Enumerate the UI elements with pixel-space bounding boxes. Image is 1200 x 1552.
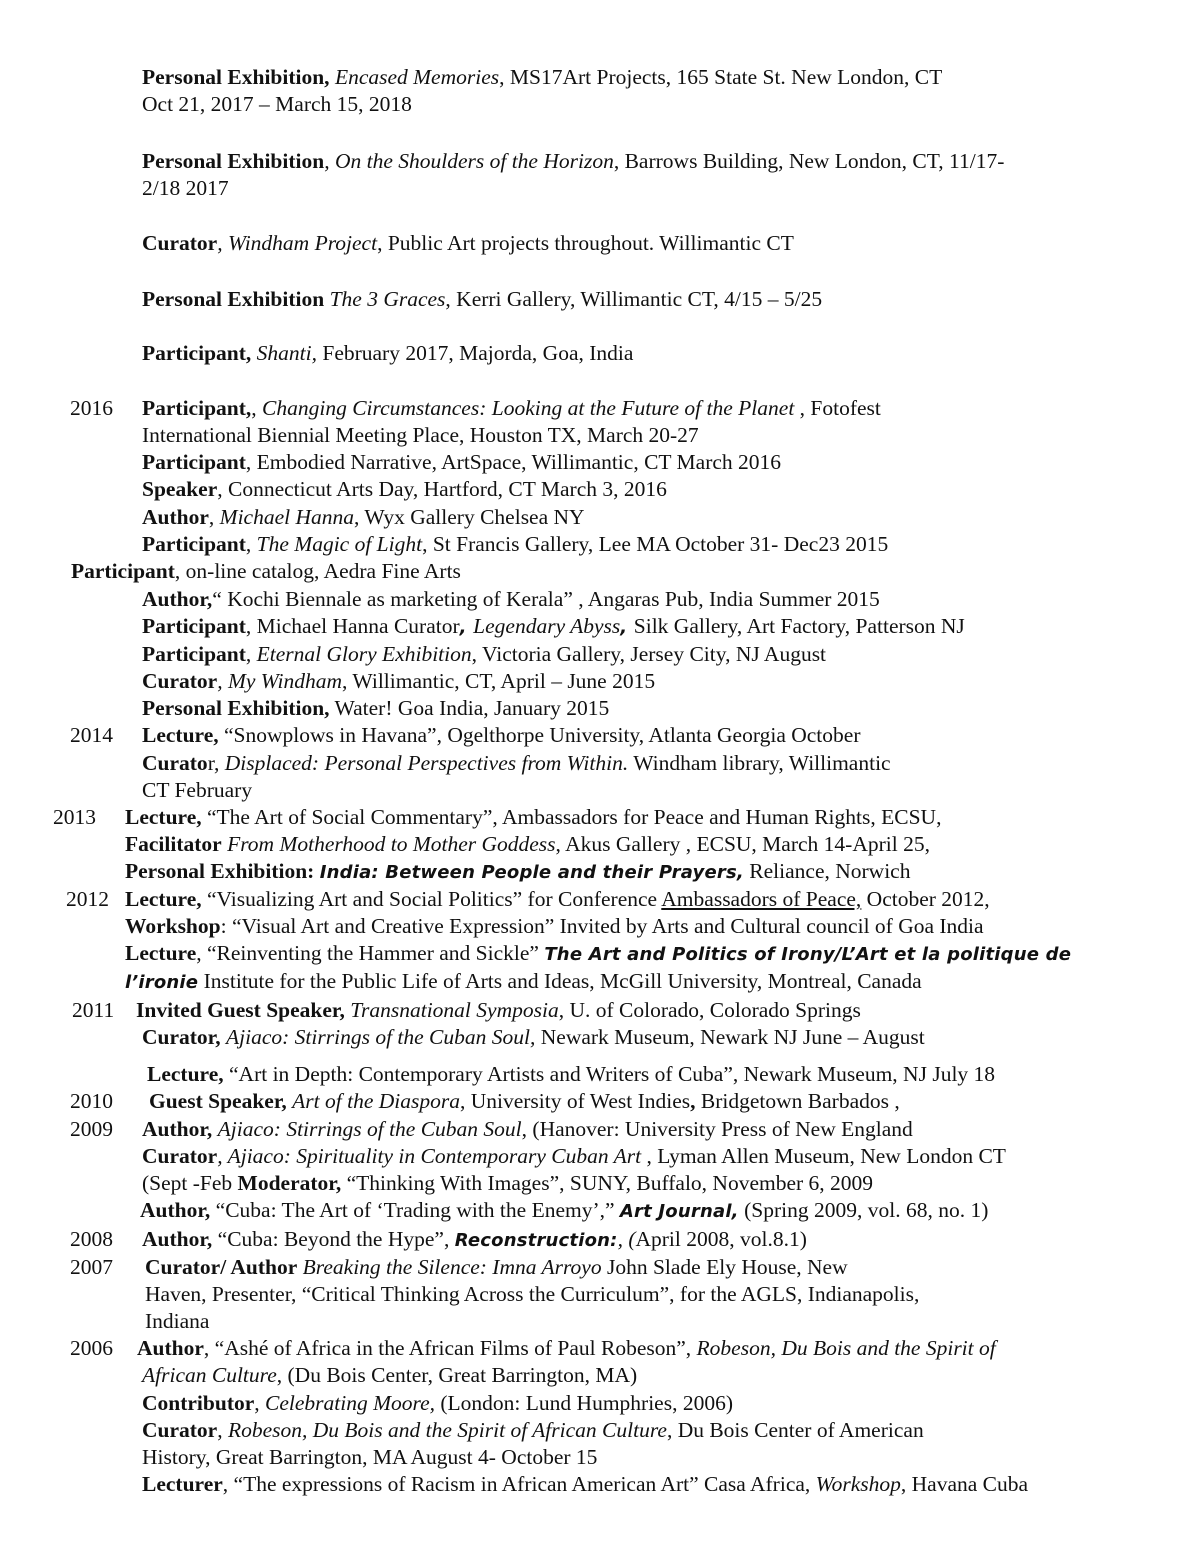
year-label: 2011 [72,998,115,1022]
cv-entry-line [136,997,861,1024]
entry-text: October 2012, [861,887,990,911]
entry-text: Newark Museum, Newark NJ June – August [535,1025,925,1049]
cv-entry-line [142,1444,597,1471]
entry-text: “Snowplows in Havana”, Ogelthorpe University, Atlanta Georgia October [218,723,861,747]
year-label: 2009 [70,1117,113,1141]
entry-role: Author [137,1336,204,1360]
year-label: 2010 [70,1089,113,1113]
entry-text: April 2008, vol.8.1) [635,1227,807,1251]
entry-role: Participant, [142,396,252,420]
cv-entry-line [142,531,888,558]
entry-role: Speaker [142,477,218,501]
cv-entry-line [71,558,461,585]
year-label: 2006 [70,1336,113,1360]
entry-role: Personal Exhibition, [142,696,330,720]
cv-entry-line [142,230,794,257]
cv-entry-line [142,1143,1006,1170]
entry-title: Robeson, Du Bois and the Spirit of [696,1336,996,1360]
entry-role: Lecture, [125,887,202,911]
entry-display-title: l’ironie [125,972,199,993]
entry-title: From Motherhood to Mother Goddess [227,832,556,856]
entry-text: , U. of Colorado, Colorado Springs [558,998,861,1022]
cv-entry-line [142,91,412,118]
entry-role: Lecture, [147,1062,224,1086]
cv-entry-line [142,1116,913,1143]
entry-title: Transnational Symposia [350,998,559,1022]
entry-title: The Magic of Light [256,532,423,556]
entry-role: Author, [140,1198,211,1222]
entry-text: , [254,1391,266,1415]
entry-role: Participant [142,450,246,474]
cv-entry-line [142,777,252,804]
entry-display-title: Reconstruction: [454,1230,618,1251]
entry-underlined: Ambassadors of Peace, [661,887,862,911]
entry-role: Participant [142,532,246,556]
cv-entry-line [142,286,822,313]
entry-text: International Biennial Meeting Place, Houston TX, March 20-27 [142,423,699,447]
entry-text: , [251,396,263,420]
entry-text: , Lyman Allen Museum, New London CT [641,1144,1006,1168]
entry-role: Workshop [125,914,221,938]
entry-text: Water! Goa India, January 2015 [329,696,610,720]
entry-text: “Visualizing Art and Social Politics” for Conference [201,887,662,911]
cv-entry-line [142,1390,733,1417]
entry-text: , “Ashé of Africa in the African Films of Paul Robeson”, [203,1336,697,1360]
cv-entry-line [142,64,942,91]
entry-title: Eternal Glory Exhibition [256,642,472,666]
entry-role: Participant, [142,341,252,365]
entry-text: , (Hanover: University Press of New England [521,1117,913,1141]
cv-entry-line [142,476,667,503]
entry-role: Lecture, [142,723,219,747]
entry-role: Curato [142,751,208,775]
entry-text: “Cuba: Beyond the Hype”, [212,1227,455,1251]
entry-role: Curator, [142,1025,221,1049]
entry-text: “Cuba: The Art of ‘Trading with the Enemy’,” [210,1198,620,1222]
entry-title: , ( [617,1227,636,1251]
entry-title: Workshop [815,1472,901,1496]
entry-role: Participant [142,614,246,638]
cv-entry-line [142,668,655,695]
cv-entry-line [142,504,585,531]
entry-text: , [245,532,257,556]
entry-text: , Kerri Gallery, Willimantic CT, 4/15 – 5/25 [445,287,823,311]
cv-entry-line [142,175,229,202]
year-label: 2012 [66,887,109,911]
year-label: 2013 [53,805,96,829]
entry-role: Invited Guest Speaker, [136,998,345,1022]
entry-text: Bridgetown Barbados , [695,1089,900,1113]
entry-text: 2/18 2017 [142,176,229,200]
entry-role: Participant [142,642,246,666]
cv-entry-line [125,831,930,858]
entry-title: Ajiaco: Stirrings of the Cuban Soul, [226,1025,536,1049]
entry-text: , on-line catalog, Aedra Fine Arts [174,559,461,583]
entry-role: Moderator, [237,1171,342,1195]
cv-entry-line [142,422,699,449]
entry-display-title: Art Journal, [619,1201,739,1222]
entry-text: February 2017, Majorda, Goa, India [316,341,634,365]
entry-role: Lecturer [142,1472,223,1496]
year-label: 2008 [70,1227,113,1251]
entry-role: Author, [142,1227,213,1251]
entry-text: , Willimantic, CT, April – June 2015 [342,669,656,693]
entry-text: , Victoria Gallery, Jersey City, NJ August [471,642,827,666]
year-label: 2016 [70,396,113,420]
entry-role: Lecture [125,941,197,965]
cv-entry-line [142,1362,637,1389]
entry-title: Displaced: Personal Perspectives from Within. [224,751,629,775]
entry-role: Author [142,505,209,529]
entry-text: , (Du Bois Center, Great Barrington, MA) [276,1363,638,1387]
entry-display-title: The Art and Politics of Irony/L’Art et la politique de [544,944,1072,965]
entry-role: Curator [142,1418,218,1442]
cv-entry-line [125,940,1071,968]
entry-text: “Art in Depth: Contemporary Artists and Writers of Cuba”, Newark Museum, NJ July 18 [223,1062,996,1086]
cv-entry-line [142,586,880,613]
entry-role: Author, [142,587,213,611]
entry-text: , Fotofest [794,396,881,420]
entry-text: , University of West Indies [459,1089,691,1113]
entry-role: Lecture, [125,805,202,829]
cv-entry-line [125,913,984,940]
entry-role: Personal Exhibition [142,149,325,173]
entry-role: Author, [142,1117,213,1141]
entry-title: Legendary Abyss [473,614,621,638]
entry-title: , Windham Project [217,231,378,255]
entry-role: Curator/ Author [145,1255,298,1279]
entry-text: , Barrows Building, New London, CT, 11/17- [613,149,1005,173]
cv-entry-line [145,1254,848,1281]
year-label: 2014 [70,723,113,747]
entry-role: Guest Speaker, [149,1089,287,1113]
entry-title: Celebrating Moore, [265,1391,436,1415]
cv-entry-line [142,395,881,422]
cv-entry-line [142,1226,807,1254]
entry-text: Institute for the Public Life of Arts and Ideas, McGill University, Montreal, Canada [198,969,922,993]
cv-entry-line [142,1471,1028,1498]
entry-text: , Havana Cuba [900,1472,1029,1496]
entry-role: Facilitator [125,832,222,856]
entry-text: Indiana [145,1309,210,1333]
entry-role: , [690,1089,696,1113]
entry-text: Silk Gallery, Art Factory, Patterson NJ [633,614,965,638]
entry-role: Personal Exhibition [142,287,325,311]
entry-text: , Du Bois Center of American [666,1418,924,1442]
entry-text: , Wyx Gallery Chelsea NY [354,505,585,529]
entry-display-title: India: Between People and their Prayers, [319,862,744,883]
entry-text: r, [207,751,225,775]
cv-entry-line [125,968,922,996]
entry-title: , My Windham [217,669,343,693]
cv-entry-line [142,695,609,722]
entry-text: “ Kochi Biennale as marketing of Kerala” , Angaras Pub, India Summer 2015 [212,587,880,611]
cv-entry-line [142,641,826,668]
cv-entry-line [145,1281,919,1308]
entry-title: Robeson, Du Bois and the Spirit of African Culture [227,1418,667,1442]
entry-role: Personal Exhibition: [125,859,315,883]
cv-entry-line [140,1197,988,1225]
entry-text: , Michael Hanna Curator [245,614,460,638]
cv-entry-line [142,613,965,641]
entry-text: (London: Lund Humphries, 2006) [435,1391,733,1415]
entry-role: Contributor [142,1391,255,1415]
cv-entry-line [142,340,633,367]
entry-text: History, Great Barrington, MA August 4- October 15 [142,1445,598,1469]
entry-text: , St Francis Gallery, Lee MA October 31- Dec23 2015 [422,532,889,556]
cv-entry-line [125,858,910,886]
entry-display-title: , [620,617,634,638]
entry-text: Oct 21, 2017 – March 15, 2018 [142,92,412,116]
entry-text: , MS17Art Projects, 165 State St. New London, CT [499,65,943,89]
entry-text: , Akus Gallery , ECSU, March 14-April 25, [555,832,930,856]
cv-entry-line [125,804,941,831]
entry-text: , “Reinventing the Hammer and Sickle” [196,941,545,965]
cv-entry-line [142,1417,924,1444]
cv-entry-line [142,449,781,476]
entry-title: Shanti, [256,341,317,365]
cv-entry-line [142,148,1004,175]
cv-entry-line [142,1024,925,1051]
cv-entry-line [142,1170,873,1197]
entry-text: Haven, Presenter, “Critical Thinking Across the Curriculum”, for the AGLS, Indianapolis, [145,1282,920,1306]
entry-role: Personal Exhibition, [142,65,330,89]
entry-title: African Culture [142,1363,277,1387]
entry-text: CT February [142,778,253,802]
entry-title: , Ajiaco: Spirituality in Contemporary Cuban Art [217,1144,642,1168]
entry-title: Changing Circumstances: Looking at the Future of the Planet [262,396,795,420]
entry-text: , [245,642,257,666]
entry-text: John Slade Ely House, New [601,1255,848,1279]
entry-text: (Spring 2009, vol. 68, no. 1) [738,1198,989,1222]
cv-entry-line [137,1335,996,1362]
entry-title: Michael Hanna [219,505,354,529]
entry-title: Ajiaco: Stirrings of the Cuban Soul [217,1117,522,1141]
entry-role: Curator [142,1144,218,1168]
entry-role: Curator [142,669,218,693]
entry-text: Reliance, Norwich [743,859,911,883]
cv-entry-line [142,722,860,749]
entry-role: Participant [71,559,175,583]
year-label: 2007 [70,1255,113,1279]
entry-title: , On the Shoulders of the Horizon [324,149,614,173]
cv-entry-line [147,1061,995,1088]
entry-title: Art of the Diaspora [292,1089,460,1113]
cv-entry-line [142,750,891,777]
entry-text: (Sept -Feb [142,1171,238,1195]
entry-text: , [217,1418,228,1442]
entry-title: Breaking the Silence: Imna Arroyo [302,1255,602,1279]
entry-text: “The Art of Social Commentary”, Ambassadors for Peace and Human Rights, ECSU, [201,805,942,829]
entry-text: , Public Art projects throughout. Willimantic CT [377,231,794,255]
entry-title: Encased Memories [334,65,500,89]
cv-entry-line [125,886,990,913]
entry-title: The 3 Graces [329,287,446,311]
entry-text: , Connecticut Arts Day, Hartford, CT March 3, 2016 [217,477,667,501]
entry-text: , [208,505,220,529]
entry-role: Curator [142,231,218,255]
entry-text: , Embodied Narrative, ArtSpace, Willimantic, CT March 2016 [245,450,782,474]
entry-text: , “The expressions of Racism in African American Art” Casa Africa, [222,1472,816,1496]
cv-entry-line [149,1088,900,1115]
entry-text: “Thinking With Images”, SUNY, Buffalo, November 6, 2009 [341,1171,874,1195]
entry-text: Windham library, Willimantic [628,751,891,775]
entry-text: : “Visual Art and Creative Expression” Invited by Arts and Cultural council of Goa India [220,914,984,938]
cv-entry-line [145,1308,209,1335]
entry-display-title: , [459,617,474,638]
